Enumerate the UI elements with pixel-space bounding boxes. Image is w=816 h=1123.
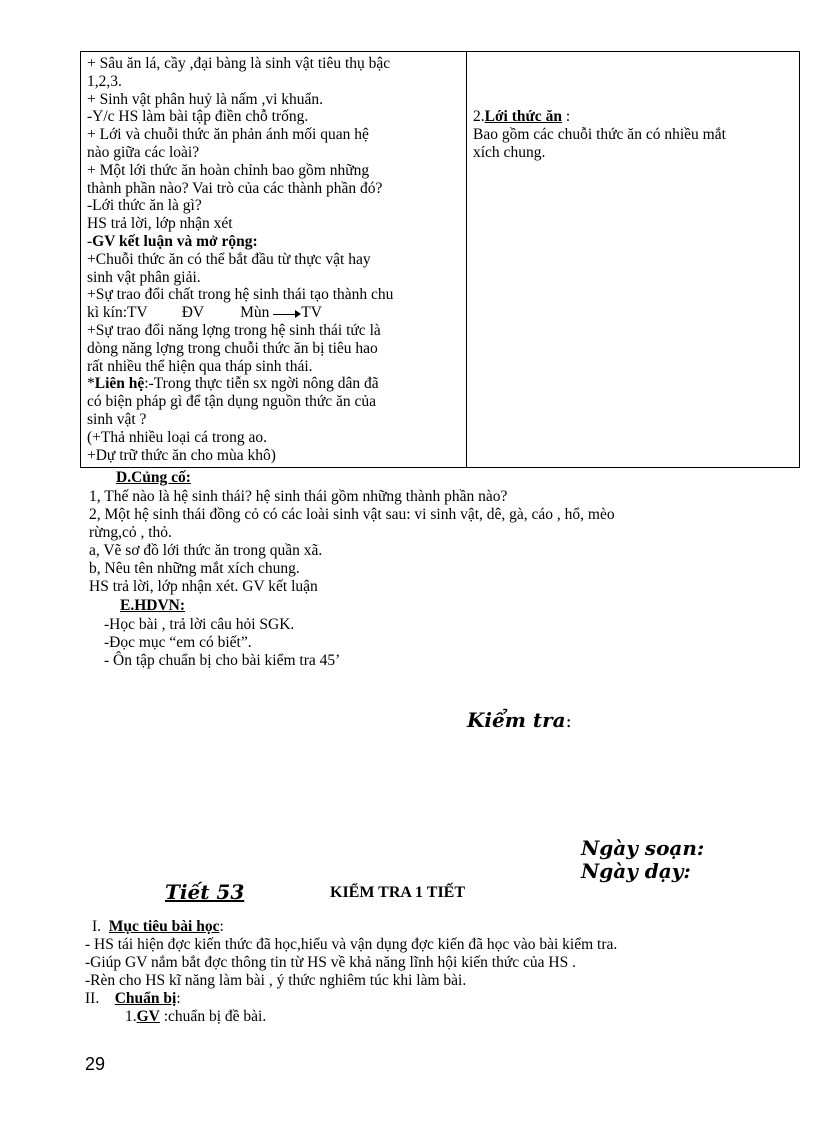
section1-heading-line [92,918,224,936]
activity-line: +Sự trao đổi chất trong hệ sinh thái tạo thành chu [87,286,394,304]
cungco-line: HS trả lời, lớp nhận xét. GV kết luận [89,578,318,595]
lienhe-line [87,375,460,393]
section2-item [125,1008,266,1026]
activity-line: 1,2,3. [87,72,122,90]
section1-colon: : [219,918,224,935]
arrow-right-icon [273,309,301,319]
tiet-label: Tiết 53 [165,880,245,904]
cungco-line: 1, Thế nào là hệ sinh thái? hệ sinh thái gồm những thành phần nào? [89,488,508,505]
cungco-line: 2, Một hệ sinh thái đồng cỏ có các loài sinh vật sau: vi sinh vật, dê, gà, cáo , hổ, mèo [89,506,615,523]
activity-line: có biện pháp gì để tận dụng nguồn thức ăn của [87,393,377,411]
right-heading: Lới thức ăn [484,108,562,125]
activity-line: rất nhiều thể hiện qua tháp sinh thái. [87,357,313,375]
page-number: 29 [85,1054,106,1074]
section2-colon: : [176,990,181,1007]
gv-conclusion-line [87,233,460,251]
section1-line: -Rèn cho HS kĩ năng làm bài , ý thức nghiêm túc khi làm bài. [85,972,467,989]
right-colon: : [561,108,571,125]
activity-line: + Lới và chuỗi thức ăn phản ánh mối quan hệ [87,126,369,144]
activity-line: +Dự trữ thức ăn cho mùa khô) [87,446,276,464]
right-heading-line [473,108,793,126]
activity-line: -Y/c HS làm bài tập điền chỗ trống. [87,108,309,126]
section2-heading-line [85,990,181,1008]
cycle-tv-end: TV [301,304,322,322]
content-line: xích chung. [473,144,546,161]
cungco-heading: D.Củng cố: [116,469,191,486]
lesson-title: KIỂM TRA 1 TIẾT [330,884,466,901]
cycle-mun: Mùn [240,304,270,322]
hdvn-line: -Học bài , trả lời câu hỏi SGK. [104,616,295,633]
gv-prefix: - [87,232,93,250]
section2-item-text: :chuẩn bị đề bài. [159,1008,267,1025]
content-cell [467,52,800,468]
cycle-tv: kì kín:TV [87,304,148,322]
section1-num: I. [92,918,102,935]
section1-heading: Mục tiêu bài học [108,918,220,935]
activity-line: -Lới thức ăn là gì? [87,197,202,215]
activity-line: +Chuỗi thức ăn có thể bắt đầu từ thực vật hay [87,250,371,268]
section2-heading: Chuẩn bị [114,990,177,1007]
cungco-line: b, Nêu tên những mắt xích chung. [89,560,300,577]
right-num: 2. [473,108,485,125]
activity-line: (+Thả nhiều loại cá trong ao. [87,428,268,446]
activity-line: sinh vật phân giải. [87,268,201,286]
activity-line: + Sâu ăn lá, cầy ,đại bàng là sinh vật tiêu thụ bậc [87,55,391,72]
activity-line: + Một lới thức ăn hoàn chỉnh bao gồm những [87,161,370,179]
teacher-activity-cell [81,52,467,468]
section1-line: - HS tái hiện đợc kiến thức đã học,hiểu và vận dụng đợc kiến đã học vào bài kiểm tra. [85,936,618,953]
activity-line: dòng năng lợng trong chuỗi thức ăn bị tiêu hao [87,339,378,357]
cycle-line [87,304,460,322]
section2-item-label: GV [136,1008,160,1025]
activity-line: HS trả lời, lớp nhận xét [87,215,233,233]
kiemtra-colon: : [565,711,572,732]
hdvn-heading: E.HDVN: [120,597,186,614]
section2-num: II. [85,990,100,1007]
cycle-dv: ĐV [181,304,205,322]
lienhe-text: :-Trong thực tiễn sx ngời nông dân đã [144,375,379,393]
activity-line: nào giữa các loài? [87,143,200,161]
section1-line: -Giúp GV nắm bắt đợc thông tin từ HS về khả năng lĩnh hội kiến thức của HS . [85,954,576,971]
hdvn-line: - Ôn tập chuẩn bị cho bài kiểm tra 45’ [104,652,341,669]
activity-line: +Sự trao đổi năng lợng trong hệ sinh thái tức là [87,321,381,339]
activity-line: sinh vật ? [87,410,147,428]
hdvn-lines [104,616,340,670]
ngay-soan: Ngày soạn: [581,836,705,860]
section2-item-num: 1. [125,1008,137,1025]
lienhe-prefix: * [87,375,95,393]
section1-lines [85,936,617,990]
kiemtra-label: Kiểm tra [467,708,566,732]
content-line: Bao gồm các chuỗi thức ăn có nhiều mắt [473,126,726,143]
activity-line: thành phần nào? Vai trò của các thành phần đó? [87,179,383,197]
lienhe-label: Liên hệ [94,375,145,393]
gv-conclusion-heading: GV kết luận và mở rộng: [92,232,258,250]
cungco-line: a, Vẽ sơ đồ lới thức ăn trong quần xã. [89,542,323,559]
kiemtra-title [467,708,572,732]
hdvn-line: -Đọc mục “em có biết”. [104,634,252,651]
ngay-day: Ngày dạy: [581,859,691,883]
cungco-line: rừng,cỏ , thỏ. [89,524,172,541]
activity-line: + Sinh vật phân huỷ là nấm ,vi khuẩn. [87,90,324,108]
cungco-lines [89,488,615,596]
lesson-table [80,51,800,468]
